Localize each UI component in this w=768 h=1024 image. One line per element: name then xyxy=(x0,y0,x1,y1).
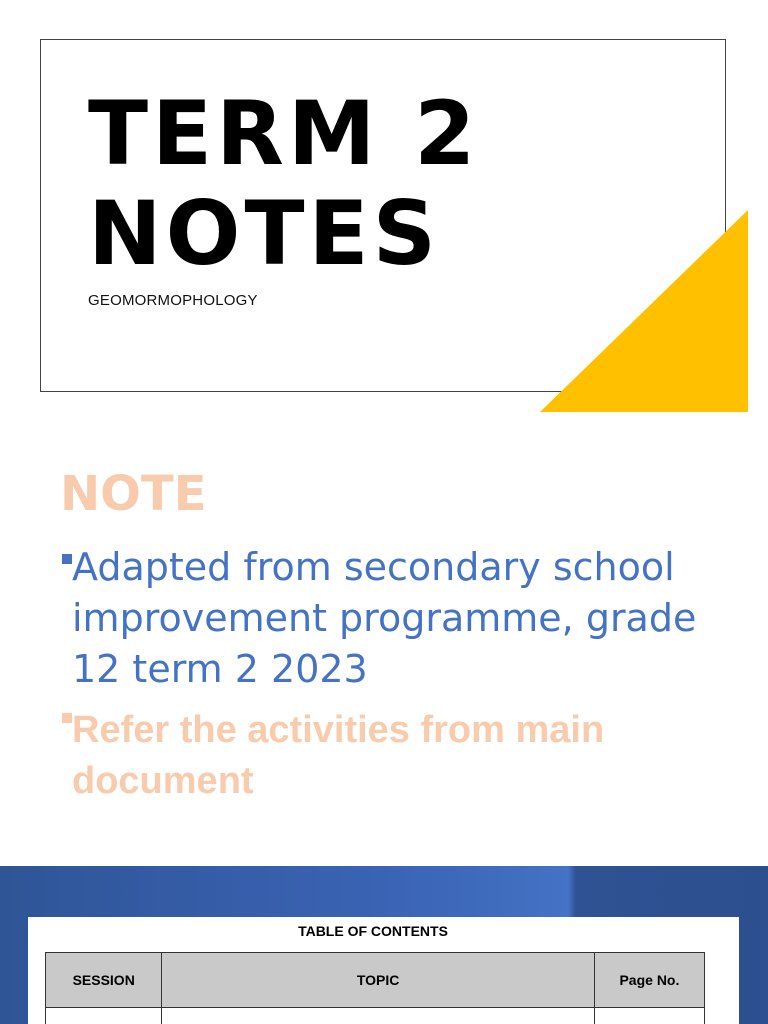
accent-triangle-shape xyxy=(540,210,748,412)
column-header-page: Page No. xyxy=(594,953,704,1008)
table-row xyxy=(46,1008,705,1024)
square-bullet-icon xyxy=(62,554,72,564)
title-line-1: TERM 2 xyxy=(88,82,480,185)
bullet-text: Refer the activities from main document xyxy=(72,709,605,802)
list-item xyxy=(60,705,750,807)
table-cell xyxy=(594,1008,704,1024)
slide-subtitle: GEOMORMOPHOLOGY xyxy=(88,292,258,309)
note-heading: NOTE xyxy=(60,466,207,522)
toc-title: TABLE OF CONTENTS xyxy=(298,923,448,939)
toc-document xyxy=(28,917,739,1024)
note-bullet-list xyxy=(60,542,750,817)
note-slide xyxy=(0,430,768,866)
table-cell xyxy=(46,1008,162,1024)
column-header-topic: TOPIC xyxy=(162,953,594,1008)
table-header-row xyxy=(46,953,705,1008)
title-slide xyxy=(0,0,768,430)
square-bullet-icon xyxy=(62,713,72,723)
column-header-session: SESSION xyxy=(46,953,162,1008)
bullet-text: Adapted from secondary school improvement programme, grade 12 term 2 2023 xyxy=(72,545,697,691)
table-cell xyxy=(162,1008,594,1024)
list-item xyxy=(60,542,750,695)
title-line-2: NOTES xyxy=(88,182,440,285)
toc-slide xyxy=(0,866,768,1024)
toc-table xyxy=(45,952,705,1024)
